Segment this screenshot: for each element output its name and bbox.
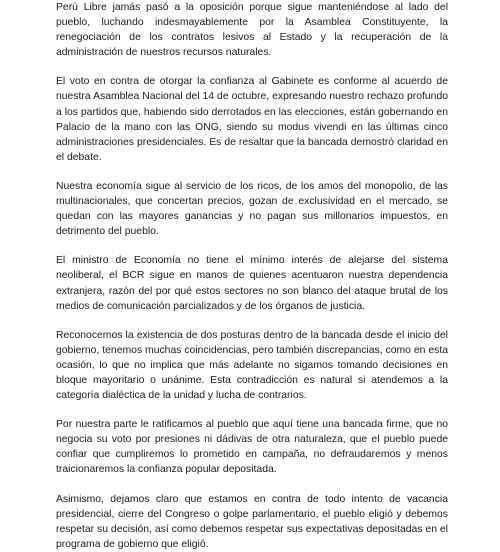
paragraph-7: Asimismo, dejamos claro que estamos en contra de todo intento de vacancia presidencial, cierre del Congreso o golpe parlamentario, el pueblo eligió y debemos respetar su decisión, así como debemos respetar sus expectativas depositadas en el programa de gobierno que eligió. bbox=[56, 493, 448, 550]
paragraph-1: Perú Libre jamás pasó a la oposición porque sigue manteniéndose al lado del pueblo, luchando indesmayablemente por la Asamblea Constituyente, la renegociación de los contratos lesivos al Estado y la recuperación de la administración de nuestros recursos naturales. bbox=[56, 2, 448, 59]
paragraph-4: El ministro de Economía no tiene el mínimo interés de alejarse del sistema neoliberal, el BCR sigue en manos de quienes acentuaron nuestra dependencia extranjera, razón del por qué estos sectores no son blanco del ataque brutal de los medios de comunicación parcializados y de los órganos de justicia. bbox=[56, 255, 448, 312]
paragraph-6: Por nuestra parte le ratificamos al pueblo que aquí tiene una bancada firme, que no negocia su voto por presiones ni dádivas de otra naturaleza, que el pueblo puede confiar que cumpliremos lo prometido en campaña, no defraudaremos y menos traicionaremos la confianza popular depositada. bbox=[56, 419, 448, 476]
document-page bbox=[56, 0, 448, 550]
paragraph-3: Nuestra economía sigue al servicio de los ricos, de los amos del monopolio, de las multinacionales, que concertan precios, gozan de exclusividad en el mercado, se quedan con las mayores ganancias y no pagan sus millonarios impuestos, en detrimento del pueblo. bbox=[56, 180, 448, 238]
paragraph-2: El voto en contra de otorgar la confianza al Gabinete es conforme al acuerdo de nuestra Asamblea Nacional del 14 de octubre, expresando nuestro rechazo profundo a los partidos que, habiendo sido derrotados en las elecciones, están gobernando en Palacio de la mano con las ONG, siendo su modus vivendi en las últimas cinco administraciones presidenciales. Es de resaltar que la bancada demostró claridad en el debate. bbox=[56, 76, 448, 163]
paragraph-5: Reconocemos la existencia de dos posturas dentro de la bancada desde el inicio del gobierno, tenemos muchas coincidencias, pero también discrepancias, como en esta ocasión, lo que no implica que más adelante no sigamos tomando decisiones en bloque mayoritario o unánime. Esta contradicción es natural si atendemos a la categoría dialéctica de la unidad y lucha de contrarios. bbox=[56, 329, 448, 402]
